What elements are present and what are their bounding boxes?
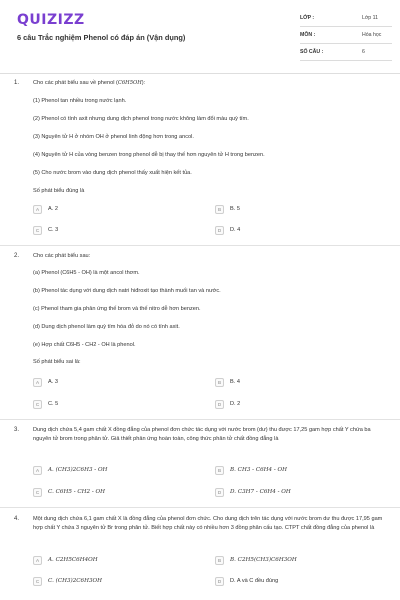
question-text: Một dung dịch chứa 6,1 gam chất X là đồng đẳng của phenol đơn chức. Cho dung dịch trên tác dụng với nước brom dư thu được 17,95 gam hợp chất Y chứa 3 nguyên tử Br trong phân tử. Biết hợp chất này có nhiều hơn 3 đồng phân cấu tạo. CTPT chất đồng đẳng của phenol là xyxy=(33,516,383,531)
header-divider xyxy=(0,73,400,74)
question-prompt: Số phát biểu sai là: xyxy=(33,359,81,365)
option-letter-box: B xyxy=(215,378,224,387)
option-letter-box: B xyxy=(215,205,224,214)
question-divider xyxy=(0,507,400,508)
meta-row-count xyxy=(300,46,392,61)
answer-option-b[interactable] xyxy=(215,376,240,388)
answer-option-b[interactable] xyxy=(215,554,297,566)
option-text: D. A và C đều đúng xyxy=(230,578,279,584)
option-text: D. 4 xyxy=(230,227,241,233)
answer-option-a[interactable] xyxy=(33,376,58,388)
answer-option-c[interactable] xyxy=(33,398,58,410)
meta-row-subject xyxy=(300,29,392,44)
option-text: A. 3 xyxy=(48,379,58,385)
option-letter-box: A xyxy=(33,205,42,214)
document-header xyxy=(0,0,400,72)
statement: (2) Phenol có tính axit nhưng dung dịch phenol trong nước không làm đổi màu quỳ tím. xyxy=(33,116,249,122)
answer-option-d[interactable] xyxy=(215,486,291,498)
meta-value: 6 xyxy=(362,49,365,55)
answer-option-d[interactable] xyxy=(215,398,240,410)
option-letter-box: A xyxy=(33,556,42,565)
answer-option-a[interactable] xyxy=(33,464,107,476)
question-number: 1. xyxy=(14,80,20,86)
formula: C6H5OH xyxy=(117,80,142,86)
question-number: 4. xyxy=(14,516,20,522)
meta-value: Hóa học xyxy=(362,32,382,38)
question-divider xyxy=(0,419,400,420)
option-text: C. C6H5 - CH2 - OH xyxy=(48,489,105,495)
answer-option-c[interactable] xyxy=(33,575,102,587)
option-letter-box: D xyxy=(215,577,224,586)
answer-option-c[interactable] xyxy=(33,224,58,236)
option-text: C. 3 xyxy=(48,227,59,233)
statement: (3) Nguyên tử H ở nhóm OH ở phenol linh động hơn trong ancol. xyxy=(33,134,194,140)
meta-value: Lớp 11 xyxy=(362,15,378,21)
option-text: A. (CH3)2C6H3 - OH xyxy=(48,467,108,473)
option-text: D. 2 xyxy=(230,401,241,407)
statement: (4) Nguyên tử H của vòng benzen trong phenol dễ bị thay thế hơn nguyên tử H trong benzen. xyxy=(33,152,265,158)
option-letter-box: C xyxy=(33,577,42,586)
question-number: 3. xyxy=(14,427,20,433)
question-text: Dung dịch chứa 5,4 gam chất X đồng đẳng của phenol đơn chức tác dụng với nước brom (dư) thu được 17,25 gam hợp chất Y chứa ba nguyên tử brom trong phân tử. Giả thiết phản ứng hoàn toàn, công thức phân tử chất đồng đẳng là xyxy=(33,427,371,442)
option-letter-box: D xyxy=(215,488,224,497)
option-text: A. 2 xyxy=(48,206,58,212)
statement: (a) Phenol (C6H5 - OH) là một ancol thơm. xyxy=(33,270,140,276)
statement: (e) Hợp chất C6H5 - CH2 - OH là phenol. xyxy=(33,342,136,348)
option-letter-box: D xyxy=(215,400,224,409)
option-text: D. C3H7 - C6H4 - OH xyxy=(230,489,291,495)
meta-label: LỚP : xyxy=(300,15,315,21)
question-number: 2. xyxy=(14,253,20,259)
answer-option-d[interactable] xyxy=(215,224,240,236)
option-letter-box: A xyxy=(33,466,42,475)
option-text: C. 5 xyxy=(48,401,59,407)
option-letter-box: C xyxy=(33,488,42,497)
option-letter-box: B xyxy=(215,556,224,565)
option-letter-box: C xyxy=(33,226,42,235)
document-title: 6 câu Trắc nghiệm Phenol có đáp án (Vận dụng) xyxy=(17,33,186,42)
option-text: B. 5 xyxy=(230,206,240,212)
question-prompt: Số phát biểu đúng là xyxy=(33,188,85,194)
answer-option-d[interactable] xyxy=(215,575,278,587)
option-letter-box: D xyxy=(215,226,224,235)
answer-option-c[interactable] xyxy=(33,486,105,498)
option-letter-box: A xyxy=(33,378,42,387)
option-text: B. C2H5(CH3)C6H3OH xyxy=(230,557,297,563)
meta-row-class xyxy=(300,12,392,27)
quizizz-logo: QUIZIZZ xyxy=(17,12,85,28)
answer-option-a[interactable] xyxy=(33,203,58,215)
option-text: B. CH3 - C6H4 - OH xyxy=(230,467,288,473)
statement: (b) Phenol tác dụng với dung dịch natri hiđroxit tạo thành muối tan và nước. xyxy=(33,288,221,294)
option-letter-box: B xyxy=(215,466,224,475)
statement: (1) Phenol tan nhiều trong nước lạnh. xyxy=(33,98,127,104)
option-text: B. 4 xyxy=(230,379,240,385)
option-text: A. C2H5C6H4OH xyxy=(48,557,98,563)
question-intro: Cho các phát biểu sau: xyxy=(33,253,91,259)
question-divider xyxy=(0,245,400,246)
answer-option-a[interactable] xyxy=(33,554,98,566)
statement: (c) Phenol tham gia phản ứng thế brom và thế nitro dễ hơn benzen. xyxy=(33,306,201,312)
meta-label: SỐ CÂU : xyxy=(300,49,324,55)
answer-option-b[interactable] xyxy=(215,464,287,476)
answer-option-b[interactable] xyxy=(215,203,240,215)
option-letter-box: C xyxy=(33,400,42,409)
statement: (d) Dung dịch phenol làm quỳ tím hóa đỏ do nó có tính axit. xyxy=(33,324,180,330)
question-intro: Cho các phát biểu sau về phenol (C6H5OH): xyxy=(33,80,146,86)
option-text: C. (CH3)2C6H3OH xyxy=(48,578,103,584)
statement: (5) Cho nước brom vào dung dịch phenol thấy xuất hiện kết tủa. xyxy=(33,170,192,176)
meta-label: MÔN : xyxy=(300,32,316,38)
meta-table xyxy=(300,12,392,63)
